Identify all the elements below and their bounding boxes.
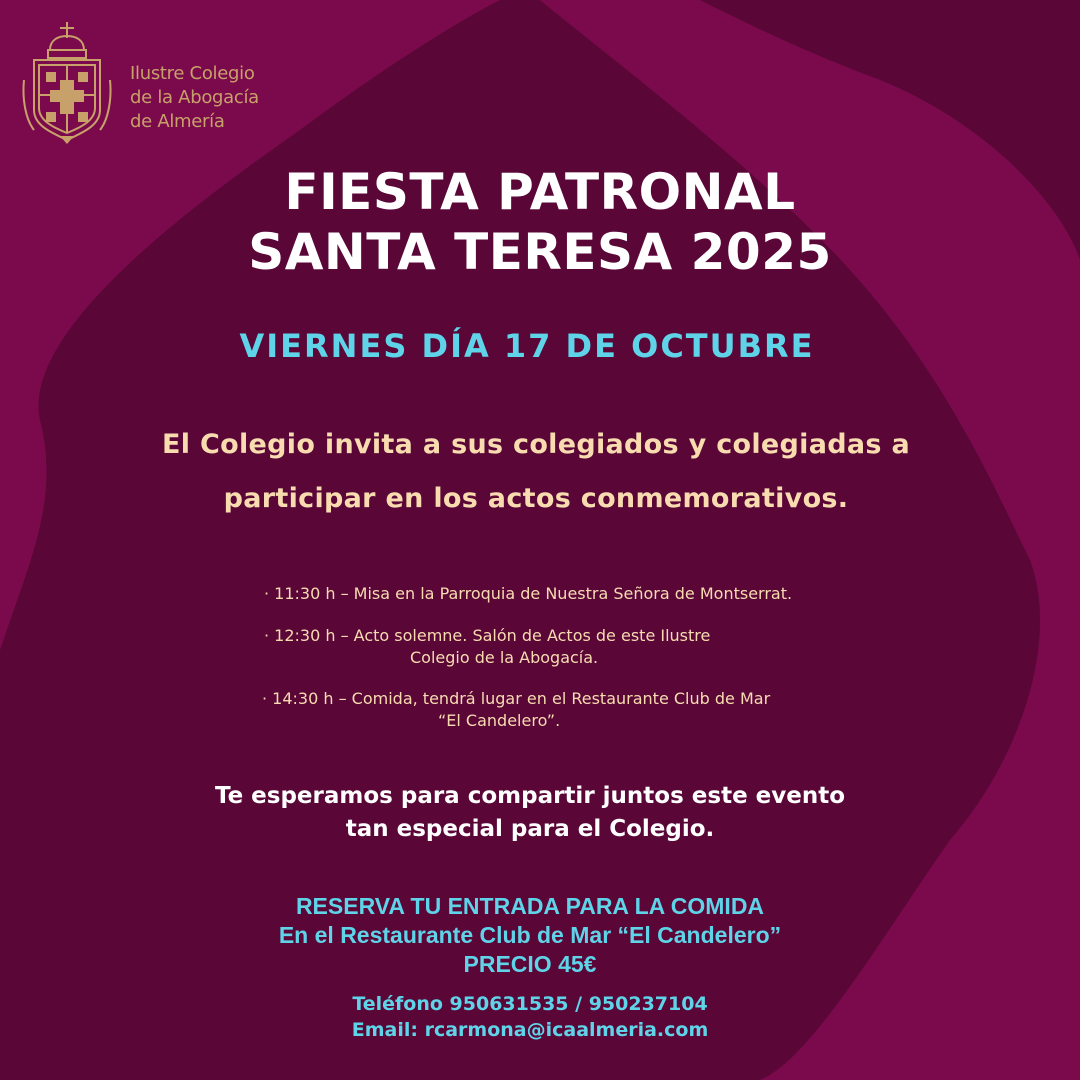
schedule-item-mass: · 11:30 h – Misa en la Parroquia de Nuestra Señora de Montserrat. [264, 584, 793, 603]
reservation-venue: En el Restaurante Club de Mar “El Candelero” [278, 922, 782, 948]
college-logo [20, 20, 280, 145]
reservation-info [0, 892, 1060, 979]
college-name [130, 62, 259, 134]
college-name-line: Ilustre Colegio [130, 63, 255, 84]
schedule-item-lunch: · 14:30 h – Comida, tendrá lugar en el Restaurante Club de Mar [262, 689, 771, 708]
closing-message [0, 780, 1060, 846]
schedule-item-lunch-detail: “El Candelero”. [438, 711, 561, 730]
schedule-item-ceremony: · 12:30 h – Acto solemne. Salón de Actos de este Ilustre [264, 626, 711, 645]
event-title [0, 162, 1080, 282]
reservation-price: PRECIO 45€ [463, 951, 597, 977]
invitation-line-2: participar en los actos conmemorativos. [223, 483, 849, 514]
schedule-item-ceremony-detail: Colegio de la Abogacía. [410, 648, 599, 667]
closing-line-2: tan especial para el Colegio. [345, 816, 715, 842]
coat-of-arms-crest-icon [20, 20, 120, 145]
reservation-heading: RESERVA TU ENTRADA PARA LA COMIDA [295, 893, 765, 919]
contact-phone: Teléfono 950631535 / 950237104 [352, 993, 708, 1015]
event-title-line-1: FIESTA PATRONAL [284, 163, 796, 221]
contact-info [0, 991, 1060, 1043]
invitation-line-1: El Colegio invita a sus colegiados y colegiadas a [162, 429, 910, 460]
invitation-text [0, 418, 1072, 526]
event-title-line-2: SANTA TERESA 2025 [248, 223, 832, 281]
event-date: VIERNES DÍA 17 DE OCTUBRE [239, 327, 815, 365]
college-name-line: de la Abogacía [130, 87, 259, 108]
contact-email: Email: rcarmona@icaalmeria.com [351, 1019, 709, 1041]
closing-line-1: Te esperamos para compartir juntos este evento [214, 783, 846, 809]
college-name-line: de Almería [130, 111, 225, 132]
